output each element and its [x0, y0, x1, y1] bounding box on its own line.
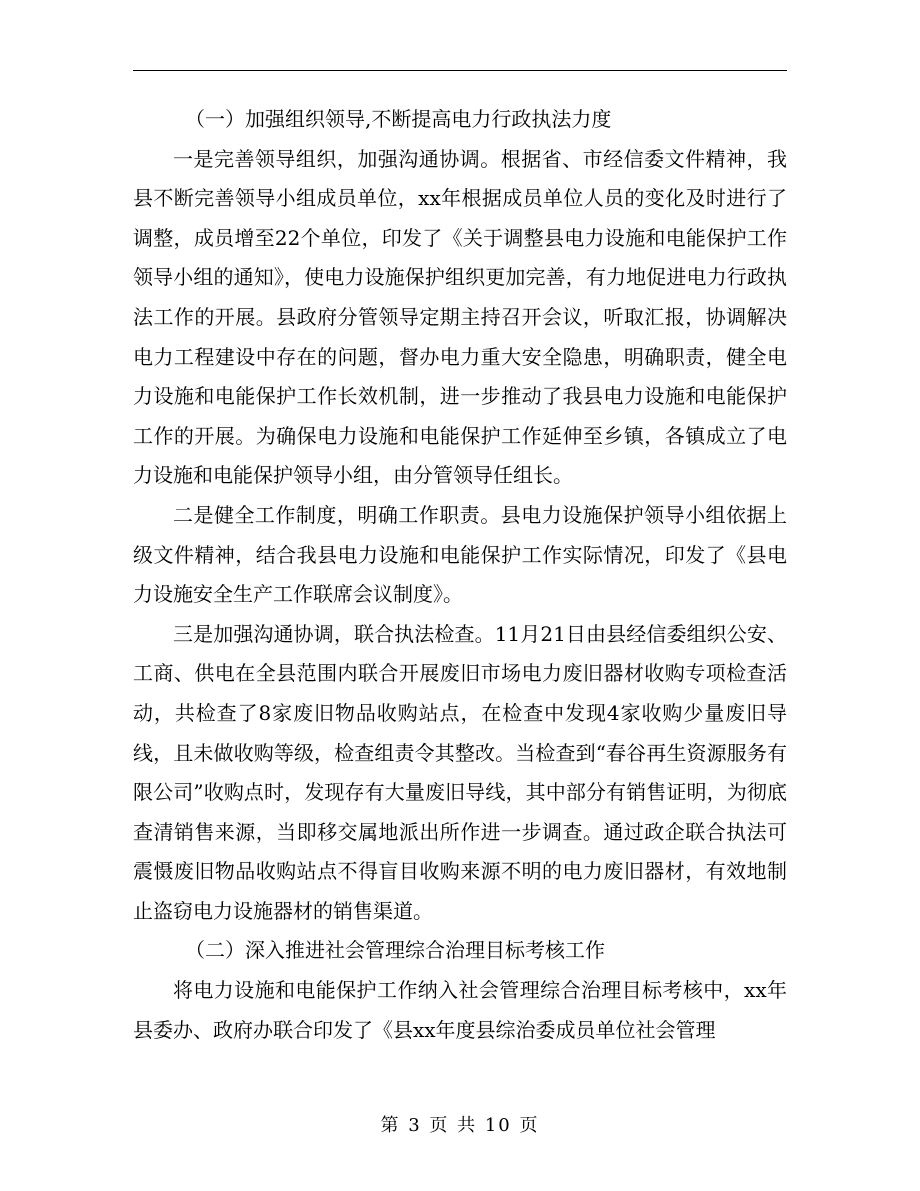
document-body: [133, 100, 787, 1050]
page-footer: 第 3 页 共 10 页: [380, 1115, 540, 1136]
header-rule: [133, 70, 787, 71]
paragraph-2: 二是健全工作制度，明确工作职责。县电力设施保护领导小组依据上级文件精神，结合我县电力设施和电能保护工作实际情况，印发了《县电力设施安全生产工作联席会议制度》。: [133, 502, 787, 607]
paragraph-3: 三是加强沟通协调，联合执法检查。11月21日由县经信委组织公安、工商、供电在全县范围内联合开展废旧市场电力废旧器材收购专项检查活动，共检查了8家废旧物品收购站点，在检查中发现4家收购少量废旧导线，且未做收购等级，检查组责令其整改。当检查到“春谷再生资源服务有限公司”收购点时，发现存有大量废旧导线，其中部分有销售证明，为彻底查清销售来源，当即移交属地派出所作进一步调查。通过政企联合执法可震慑废旧物品收购站点不得盲目收购来源不明的电力废旧器材，有效地制止盗窃电力设施器材的销售渠道。: [133, 621, 787, 923]
section-heading-2: （二）深入推进社会管理综合治理目标考核工作: [185, 938, 605, 963]
section-heading-1: （一）加强组织领导,不断提高电力行政执法力度: [185, 107, 612, 131]
paragraph-1: 一是完善领导组织，加强沟通协调。根据省、市经信委文件精神，我县不断完善领导小组成员单位，xx年根据成员单位人员的变化及时进行了调整，成员增至22个单位，印发了《关于调整县电力设施和电能保护工作领导小组的通知》，使电力设施保护组织更加完善，有力地促进电力行政执法工作的开展。县政府分管领导定期主持召开会议，听取汇报，协调解决电力工程建设中存在的问题，督办电力重大安全隐患，明确职责，健全电力设施和电能保护工作长效机制，进一步推动了我县电力设施和电能保护工作的开展。为确保电力设施和电能保护工作延伸至乡镇，各镇成立了电力设施和电能保护领导小组，由分管领导任组长。: [133, 146, 787, 488]
paragraph-4: 将电力设施和电能保护工作纳入社会管理综合治理目标考核中，xx年县委办、政府办联合印发了《县xx年度县综治委成员单位社会管理: [133, 978, 787, 1042]
